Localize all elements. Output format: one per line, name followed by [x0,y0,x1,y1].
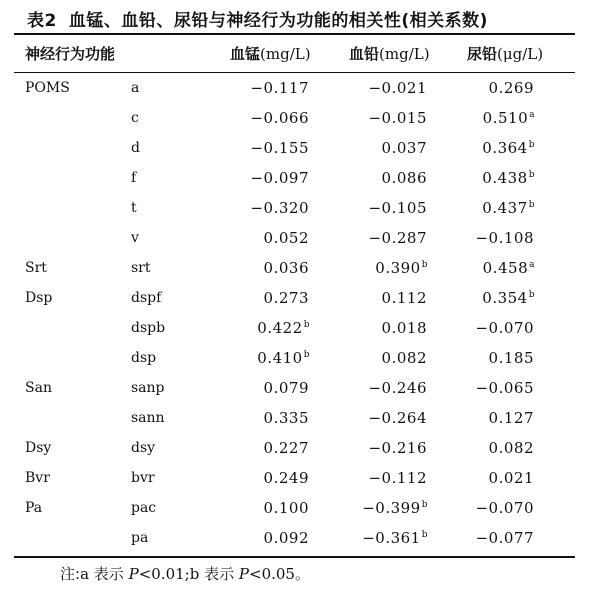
cell-urine-pb [455,469,535,487]
row-group-label: Dsy [25,440,52,456]
cell-value: 0.100 [263,499,309,517]
significance-mark: a [529,260,535,270]
cell-value: 0.354 [482,289,528,307]
bottom-rule [14,556,575,558]
row-item-label: a [131,80,140,96]
cell-blood-mn [230,229,310,247]
cell-blood-pb [348,379,428,397]
row-group-label: Srt [25,260,47,276]
cell-urine-pb [455,229,535,247]
cell-value: −0.399 [362,499,421,517]
cell-urine-pb [455,79,535,97]
cell-urine-pb [455,169,535,187]
cell-value: 0.335 [263,409,309,427]
cell-value: −0.077 [475,529,534,547]
cell-blood-mn [230,379,310,397]
cell-blood-mn [230,529,310,547]
cell-value: 0.410 [257,349,303,367]
cell-blood-pb [348,79,428,97]
cell-value: −0.287 [368,229,427,247]
cell-blood-pb [348,199,428,217]
cell-value: 0.037 [381,139,427,157]
cell-urine-pb [455,379,535,397]
row-item-label: f [131,170,137,186]
cell-value: 0.036 [263,259,309,277]
header-rule [14,72,575,73]
cell-value: 0.018 [381,319,427,337]
cell-value: 0.510 [482,109,529,127]
cell-blood-mn [230,469,310,487]
significance-mark: b [528,290,535,300]
cell-value: 0.185 [488,349,534,367]
header-blood-mn: 血锰(mg/L) [230,45,311,63]
table-note: 注:a 表示 P<0.01;b 表示 P<0.05。 [60,565,310,583]
cell-value: −0.070 [475,319,534,337]
row-item-label: dspf [131,290,162,306]
cell-value: 0.052 [263,229,309,247]
row-item-label: t [131,200,137,216]
cell-value: 0.364 [482,139,528,157]
cell-value: 0.112 [381,289,427,307]
cell-value: 0.127 [488,409,534,427]
cell-blood-mn [230,199,310,217]
significance-mark: a [529,110,535,120]
cell-blood-mn [230,169,310,187]
cell-blood-pb [348,349,428,367]
header-blood-pb: 血铅(mg/L) [349,45,430,63]
cell-value: −0.264 [368,409,427,427]
cell-value: −0.216 [368,439,427,457]
significance-mark: b [421,530,428,540]
row-item-label: dsp [131,350,157,366]
significance-mark: b [303,350,310,360]
significance-mark: b [421,500,428,510]
significance-mark: b [528,170,535,180]
significance-mark: b [421,260,428,270]
cell-value: −0.097 [250,169,309,187]
cell-urine-pb [455,259,535,277]
cell-urine-pb [455,349,535,367]
cell-urine-pb [455,199,535,217]
cell-value: 0.082 [488,439,534,457]
cell-blood-mn [230,409,310,427]
row-group-label: POMS [25,80,70,96]
row-item-label: d [131,140,140,156]
cell-value: 0.422 [257,319,303,337]
cell-value: −0.320 [250,199,309,217]
row-item-label: pac [131,500,157,516]
row-group-label: Bvr [25,470,50,486]
cell-blood-pb [348,409,428,427]
table-number: 表2 [27,11,57,31]
cell-value: −0.361 [362,529,421,547]
cell-urine-pb [455,139,535,157]
cell-value: 0.082 [381,349,427,367]
cell-blood-pb [348,109,428,127]
cell-value: 0.458 [482,259,529,277]
table-title: 血锰、血铅、尿铅与神经行为功能的相关性(相关系数) [68,11,488,31]
row-item-label: c [131,110,139,126]
cell-blood-mn [230,79,310,97]
row-item-label: dsy [131,440,156,456]
cell-blood-pb [348,139,428,157]
cell-value: −0.015 [368,109,427,127]
cell-value: −0.105 [368,199,427,217]
significance-mark: b [528,200,535,210]
row-item-label: bvr [131,470,155,486]
cell-value: 0.437 [482,199,528,217]
cell-blood-mn [230,319,310,337]
cell-blood-pb [348,469,428,487]
cell-blood-mn [230,259,310,277]
cell-value: −0.155 [250,139,309,157]
significance-mark: b [528,140,535,150]
cell-value: 0.227 [263,439,309,457]
cell-blood-mn [230,349,310,367]
cell-blood-pb [348,499,428,517]
cell-urine-pb [455,109,535,127]
cell-blood-mn [230,289,310,307]
cell-blood-mn [230,499,310,517]
row-item-label: srt [131,260,151,276]
cell-blood-pb [348,319,428,337]
cell-blood-pb [348,439,428,457]
cell-value: 0.079 [263,379,309,397]
cell-value: 0.273 [263,289,309,307]
cell-urine-pb [455,439,535,457]
cell-value: 0.086 [381,169,427,187]
significance-mark: b [303,320,310,330]
cell-value: −0.066 [250,109,309,127]
cell-value: 0.249 [263,469,309,487]
row-group-label: Dsp [25,290,53,306]
cell-blood-pb [348,289,428,307]
row-item-label: pa [131,530,149,546]
header-function: 神经行为功能 [25,45,116,63]
top-rule [14,33,575,35]
row-item-label: v [131,230,139,246]
row-group-label: Pa [25,500,43,516]
cell-value: 0.438 [482,169,528,187]
cell-blood-mn [230,109,310,127]
row-item-label: dspb [131,320,166,336]
cell-blood-pb [348,529,428,547]
cell-blood-pb [348,169,428,187]
cell-value: −0.021 [368,79,427,97]
cell-value: −0.070 [475,499,534,517]
cell-blood-mn [230,439,310,457]
cell-value: −0.117 [250,79,309,97]
cell-urine-pb [455,319,535,337]
cell-value: 0.021 [488,469,534,487]
cell-urine-pb [455,499,535,517]
cell-blood-pb [348,259,428,277]
cell-urine-pb [455,409,535,427]
cell-value: 0.269 [488,79,534,97]
cell-value: 0.390 [375,259,421,277]
cell-value: −0.108 [475,229,534,247]
cell-blood-pb [348,229,428,247]
table-caption [27,6,488,31]
cell-value: 0.092 [263,529,309,547]
row-item-label: sann [131,410,165,426]
cell-value: −0.065 [475,379,534,397]
row-item-label: sanp [131,380,165,396]
cell-blood-mn [230,139,310,157]
row-group-label: San [25,380,52,396]
cell-urine-pb [455,289,535,307]
cell-value: −0.246 [368,379,427,397]
cell-value: −0.112 [368,469,427,487]
header-urine-pb: 尿铅(μg/L) [467,45,544,63]
cell-urine-pb [455,529,535,547]
